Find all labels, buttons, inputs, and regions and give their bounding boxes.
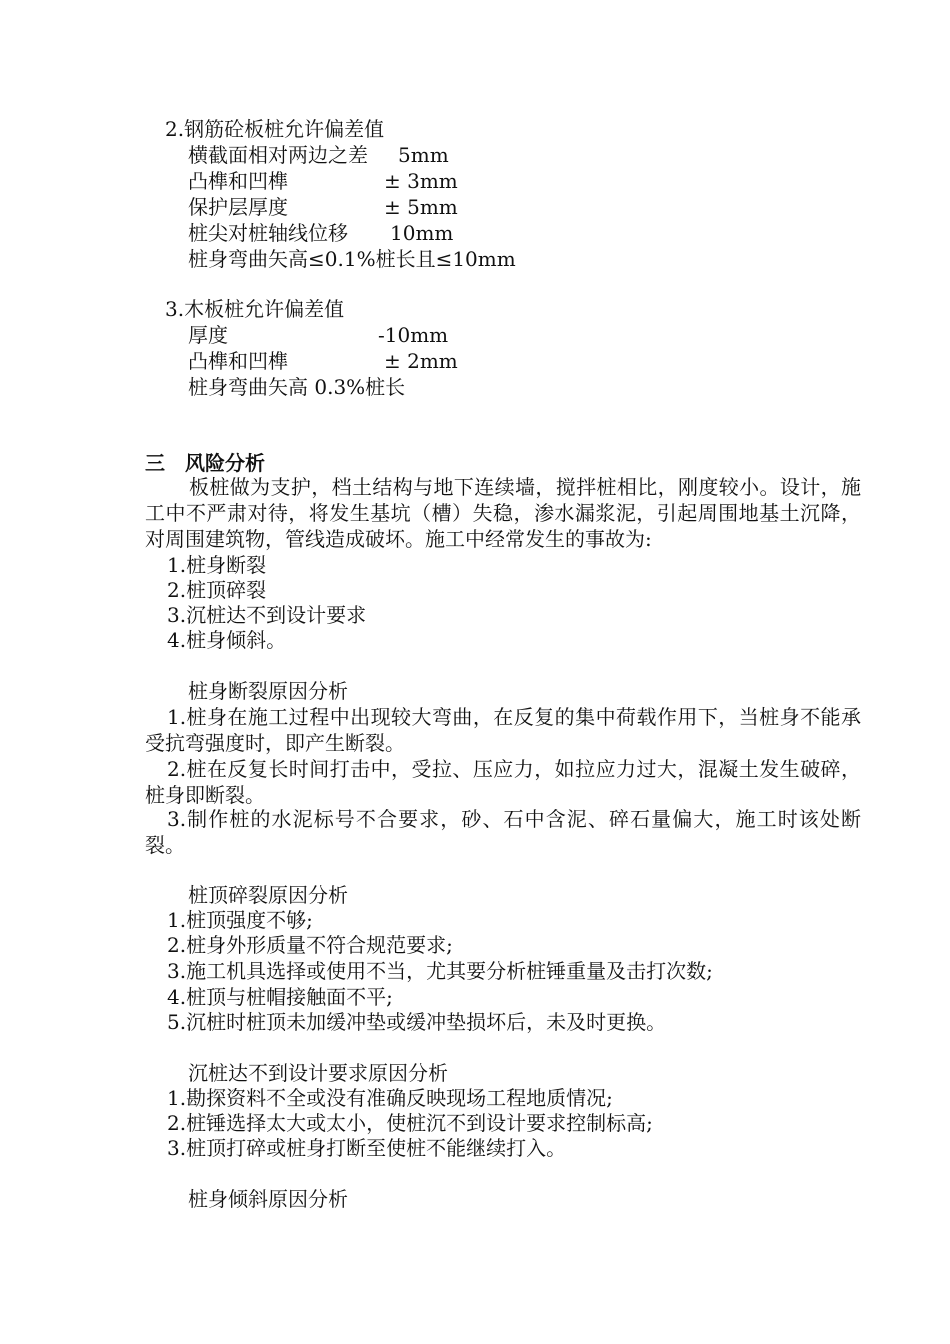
tolerance-value: 5mm [398,143,449,167]
analysis-item: 4.桩顶与桩帽接触面不平; [167,985,393,1009]
analysis-item: 2.桩锤选择太大或太小，使桩沉不到设计要求控制标高; [167,1111,653,1135]
tolerance-label: 厚度 [188,323,228,347]
tolerance-label: 凸榫和凹榫 [188,169,288,193]
tolerance-value: 10mm [390,221,454,245]
analysis-item: 3.桩顶打碎或桩身打断至使桩不能继续打入。 [167,1136,567,1160]
tolerance-label: 保护层厚度 [188,195,288,219]
analysis-item: 1.桩身在施工过程中出现较大弯曲，在反复的集中荷载作用下，当桩身不能承受抗弯强度时，即产生断裂。 [145,705,861,755]
subsection-title: 桩顶碎裂原因分析 [188,883,348,907]
subsection-title: 桩身断裂原因分析 [188,679,348,703]
tolerance-value: ± 5mm [384,195,458,219]
section-title-wood-pile: 3.木板桩允许偏差值 [165,297,345,321]
tolerance-label: 桩身弯曲矢高 0.3%桩长 [188,375,406,399]
analysis-item: 2.桩身外形质量不符合规范要求; [167,933,453,957]
analysis-item: 2.桩在反复长时间打击中，受拉、压应力，如拉应力过大，混凝土发生破碎，桩身即断裂。 [145,757,861,807]
risk-intro-paragraph: 板桩做为支护，档土结构与地下连续墙，搅拌桩相比，刚度较小。设计，施工中不严肃对待，将发生基坑（槽）失稳，渗水漏浆泥，引起周围地基土沉降，对周围建筑物，管线造成破坏。施工中经常发生的事故为: [145,475,861,551]
tolerance-label: 横截面相对两边之差 [188,143,368,167]
analysis-item: 3.制作桩的水泥标号不合要求，砂、石中含泥、碎石量偏大，施工时该处断裂。 [145,807,861,857]
subsection-title: 沉桩达不到设计要求原因分析 [188,1061,448,1085]
analysis-item: 1.勘探资料不全或没有准确反映现场工程地质情况; [167,1086,613,1110]
tolerance-value: -10mm [378,323,449,347]
section-heading-risk: 三 风险分析 [145,451,265,475]
accident-item: 2.桩顶碎裂 [167,578,267,602]
section-title-rc-pile: 2.钢筋砼板桩允许偏差值 [165,117,385,141]
tolerance-label: 凸榫和凹榫 [188,349,288,373]
analysis-item: 5.沉桩时桩顶未加缓冲垫或缓冲垫损坏后，未及时更换。 [167,1010,667,1034]
tolerance-label: 桩身弯曲矢高≤0.1%桩长且≤10mm [188,247,516,271]
tolerance-label: 桩尖对桩轴线位移 [188,221,348,245]
analysis-item: 3.施工机具选择或使用不当，尤其要分析桩锤重量及击打次数; [167,959,713,983]
accident-item: 1.桩身断裂 [167,553,267,577]
accident-item: 3.沉桩达不到设计要求 [167,603,367,627]
tolerance-value: ± 3mm [384,169,458,193]
accident-item: 4.桩身倾斜。 [167,628,287,652]
subsection-title: 桩身倾斜原因分析 [188,1187,348,1211]
tolerance-value: ± 2mm [384,349,458,373]
analysis-item: 1.桩顶强度不够; [167,908,313,932]
